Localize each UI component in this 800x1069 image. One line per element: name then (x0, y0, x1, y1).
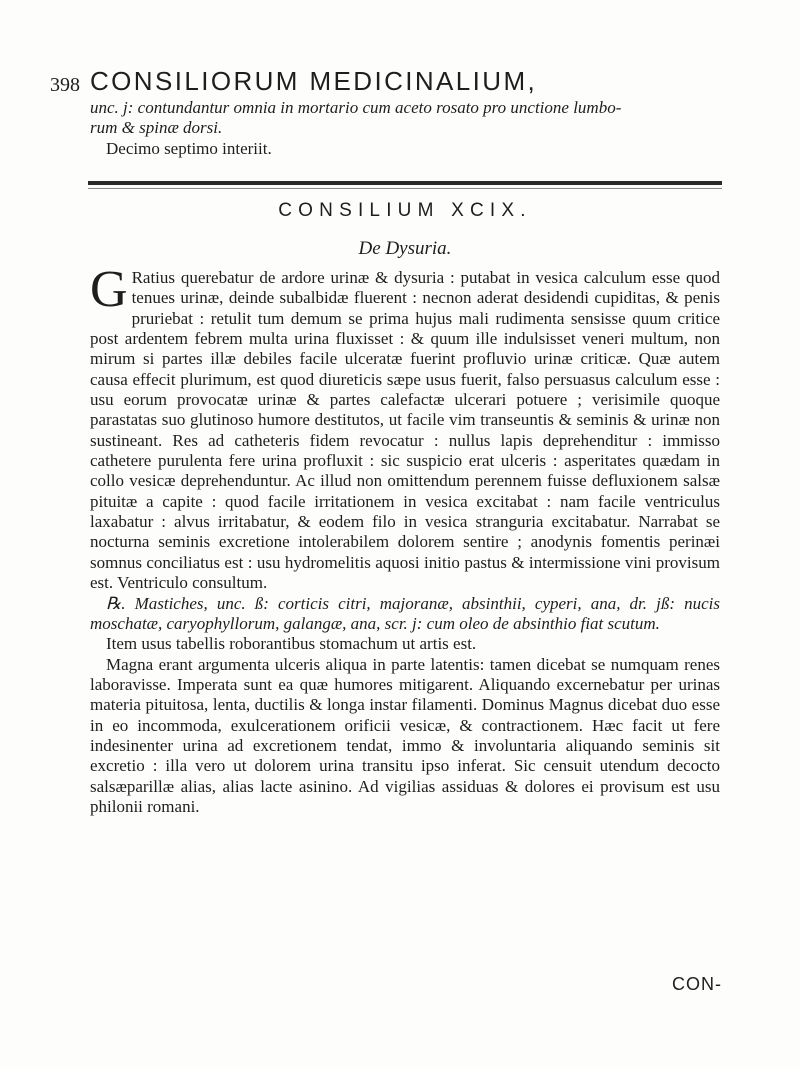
catchword: CON- (672, 974, 722, 994)
intro-line: unc. j: contundantur omnia in mortario cum aceto rosato pro unctione lumbo- (90, 98, 622, 117)
intro-line: rum & spinæ dorsi. (90, 118, 223, 138)
ornamental-rule-thin (88, 188, 722, 189)
running-title: CONSILIORUM MEDICINALIUM, (90, 66, 538, 96)
ornamental-rule (88, 181, 722, 185)
prescription-paragraph: ℞. Mastiches, unc. ß: corticis citri, majoranæ, absinthii, cyperi, ana, dr. jß: nucis moschatæ, caryophyllorum, galangæ, ana, scr. j: cum oleo de absinthio fiat scutum. (90, 593, 720, 633)
consilium-heading: CONSILIUM XCIX. (278, 200, 532, 221)
consilium-subtitle: De Dysuria. (358, 238, 452, 259)
paragraph (90, 261, 720, 594)
page-number: 398 (50, 74, 80, 96)
intro-text (90, 98, 720, 159)
paragraph-text: Ratius querebatur de ardore urinæ & dysuria : putabat in vesica calculum esse quod tenues urinæ, deinde subalbidæ fluerent : necnon aderat desidendi cupiditas, & penis pruriebat : retulit tum demum se prima hujus mali rudimenta sensisse quum critice post ardentem febrem multa urina fluxisset : & quum ille indulsisset veneri multum, non mirum si partes illæ debiles facile ulceratæ fuerint profluvio urinæ criticæ. Quæ autem causa effecit plurimum, est quod diureticis sæpe usus fuerit, falso persuasus calculum esse : usu eorum provocatæ urinæ & partes calefactæ ulcerari potuere ; verisimile quoque parastatas suo glutinoso humore destitutos, ut facile vim transeuntis & seminis & urinæ non sustineant. Res ad catheteris fidem revocatur : nullus lapis deprehenditur : immisso cathetere purulenta fere urina profluxit : sic suspicio erat ulceris : asperitates quædam in collo vesicæ deprehenduntur. Ac illud non omittendum perennem fuisse defluxionem salsæ pituitæ a capite : quod facile irritationem in vesica excitabat : nam facile ventriculus laxabatur : alvus irritabatur, & eodem filo in vesica stranguria excitabatur. Narrabat se nocturna seminis excretione intolerabilem dolorem sentire ; anodynis fomentis perinæi somnus conciliatus est : usu hydromelitis aquosi initio pastus & intermissione vini provisum est. Ventriculo consultum. (90, 268, 720, 593)
intro-line: Decimo septimo interiit. (106, 138, 272, 158)
body-text (90, 261, 720, 817)
paragraph: Item usus tabellis roborantibus stomachum ut artis est. (106, 634, 477, 654)
paragraph: Magna erant argumenta ulceris aliqua in parte latentis: tamen dicebat se numquam renes laboravisse. Imperata sunt ea quæ humores mitigarent. Aliquando excernebatur per urinas materia pituitosa, lenta, ductilis & longa instar filamenti. Dominus Magnus dicebat duo esse in eo incommoda, exulcerationem orificii vesicæ, & contractionem. Hæc facit ut fere indesinenter urina ad excretionem tendat, immo & involuntaria aliquando seminis sit excretio : illa vero ut dolorem urina transitu ipso inferat. Sic censuit utendum decocto salsæparillæ alias, alias lacte asinino. Ad vigilias assiduas & dolores ei provisum est usu philonii romani. (90, 654, 720, 816)
drop-cap: G (90, 261, 128, 318)
running-head (50, 66, 690, 102)
